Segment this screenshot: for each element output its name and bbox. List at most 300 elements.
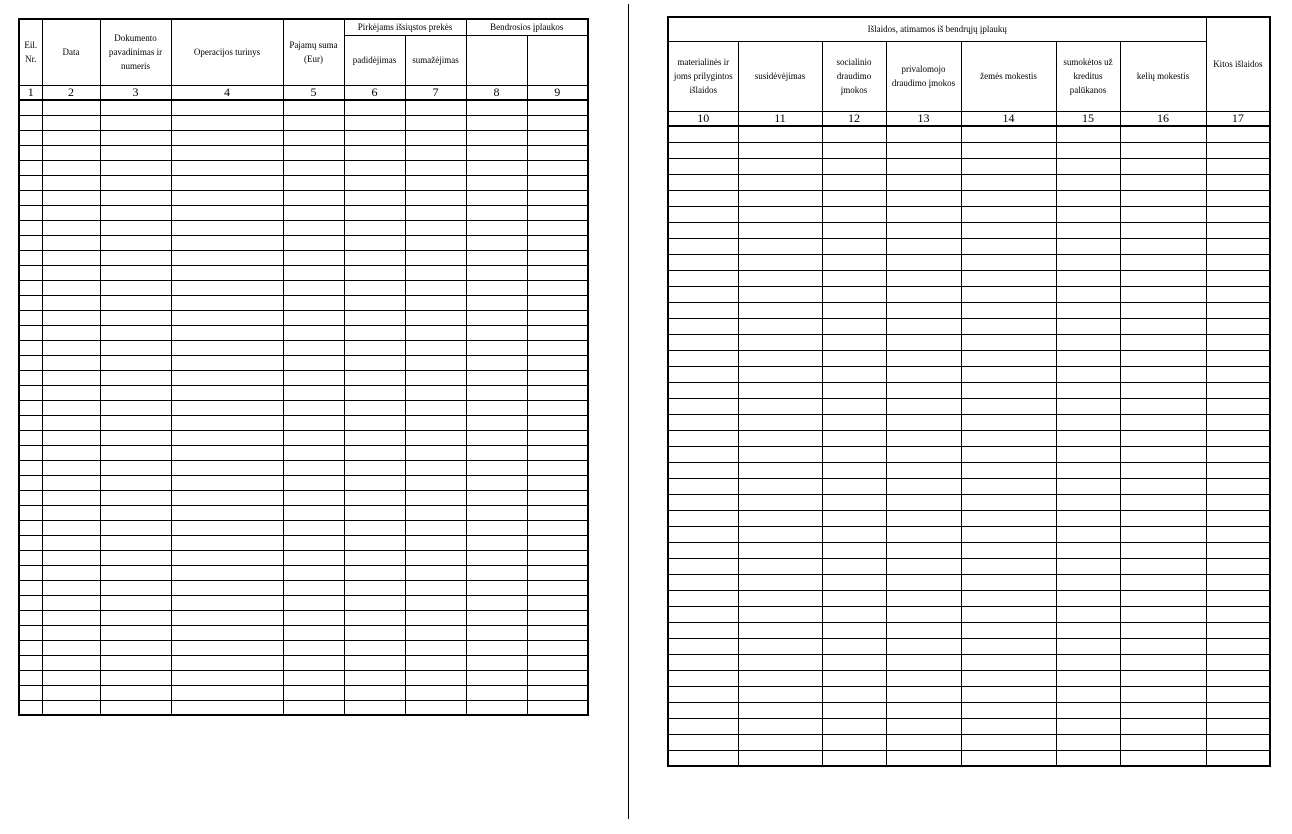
table-cell[interactable] <box>100 475 171 490</box>
table-cell[interactable] <box>822 446 886 462</box>
table-cell[interactable] <box>466 250 527 265</box>
table-cell[interactable] <box>171 655 283 670</box>
table-cell[interactable] <box>466 325 527 340</box>
table-cell[interactable] <box>1120 606 1206 622</box>
table-cell[interactable] <box>19 580 42 595</box>
table-cell[interactable] <box>19 100 42 115</box>
table-cell[interactable] <box>19 610 42 625</box>
table-cell[interactable] <box>1206 318 1270 334</box>
table-cell[interactable] <box>1120 126 1206 142</box>
table-cell[interactable] <box>527 175 588 190</box>
table-cell[interactable] <box>283 175 344 190</box>
table-cell[interactable] <box>668 542 738 558</box>
table-cell[interactable] <box>527 505 588 520</box>
table-cell[interactable] <box>527 655 588 670</box>
table-cell[interactable] <box>961 478 1056 494</box>
table-cell[interactable] <box>100 160 171 175</box>
table-cell[interactable] <box>283 295 344 310</box>
table-cell[interactable] <box>100 610 171 625</box>
table-cell[interactable] <box>344 310 405 325</box>
table-cell[interactable] <box>886 350 961 366</box>
table-cell[interactable] <box>1056 382 1120 398</box>
table-cell[interactable] <box>171 280 283 295</box>
table-cell[interactable] <box>100 235 171 250</box>
table-cell[interactable] <box>738 302 822 318</box>
table-cell[interactable] <box>171 265 283 280</box>
table-cell[interactable] <box>283 520 344 535</box>
table-cell[interactable] <box>1206 590 1270 606</box>
table-cell[interactable] <box>886 382 961 398</box>
table-cell[interactable] <box>822 222 886 238</box>
table-cell[interactable] <box>886 398 961 414</box>
table-cell[interactable] <box>527 235 588 250</box>
table-cell[interactable] <box>822 190 886 206</box>
table-cell[interactable] <box>283 670 344 685</box>
table-cell[interactable] <box>527 550 588 565</box>
table-cell[interactable] <box>283 220 344 235</box>
table-cell[interactable] <box>466 490 527 505</box>
table-cell[interactable] <box>171 310 283 325</box>
table-cell[interactable] <box>19 655 42 670</box>
table-cell[interactable] <box>283 115 344 130</box>
table-cell[interactable] <box>100 490 171 505</box>
table-cell[interactable] <box>822 510 886 526</box>
table-cell[interactable] <box>1206 302 1270 318</box>
table-cell[interactable] <box>738 334 822 350</box>
table-cell[interactable] <box>1056 478 1120 494</box>
table-cell[interactable] <box>886 158 961 174</box>
table-cell[interactable] <box>886 446 961 462</box>
table-cell[interactable] <box>886 254 961 270</box>
table-cell[interactable] <box>171 400 283 415</box>
table-cell[interactable] <box>100 190 171 205</box>
table-cell[interactable] <box>738 670 822 686</box>
table-cell[interactable] <box>1206 334 1270 350</box>
table-cell[interactable] <box>961 222 1056 238</box>
table-cell[interactable] <box>738 638 822 654</box>
table-cell[interactable] <box>738 286 822 302</box>
table-cell[interactable] <box>344 475 405 490</box>
table-cell[interactable] <box>171 355 283 370</box>
table-cell[interactable] <box>527 145 588 160</box>
table-cell[interactable] <box>527 280 588 295</box>
table-cell[interactable] <box>738 270 822 286</box>
table-cell[interactable] <box>822 574 886 590</box>
table-cell[interactable] <box>886 654 961 670</box>
table-cell[interactable] <box>1120 158 1206 174</box>
table-cell[interactable] <box>668 590 738 606</box>
table-cell[interactable] <box>405 400 466 415</box>
table-cell[interactable] <box>668 238 738 254</box>
table-cell[interactable] <box>283 250 344 265</box>
table-cell[interactable] <box>668 606 738 622</box>
table-cell[interactable] <box>171 520 283 535</box>
table-cell[interactable] <box>466 535 527 550</box>
table-cell[interactable] <box>344 520 405 535</box>
table-cell[interactable] <box>668 654 738 670</box>
table-cell[interactable] <box>19 340 42 355</box>
table-cell[interactable] <box>822 302 886 318</box>
table-cell[interactable] <box>961 302 1056 318</box>
table-cell[interactable] <box>1056 686 1120 702</box>
table-cell[interactable] <box>405 235 466 250</box>
table-cell[interactable] <box>466 595 527 610</box>
table-cell[interactable] <box>19 550 42 565</box>
table-cell[interactable] <box>171 160 283 175</box>
table-cell[interactable] <box>344 625 405 640</box>
table-cell[interactable] <box>527 100 588 115</box>
table-cell[interactable] <box>738 174 822 190</box>
table-cell[interactable] <box>100 685 171 700</box>
table-cell[interactable] <box>738 190 822 206</box>
table-cell[interactable] <box>466 505 527 520</box>
table-cell[interactable] <box>19 415 42 430</box>
table-cell[interactable] <box>405 430 466 445</box>
table-cell[interactable] <box>1056 302 1120 318</box>
table-cell[interactable] <box>668 174 738 190</box>
table-cell[interactable] <box>1206 574 1270 590</box>
table-cell[interactable] <box>171 130 283 145</box>
table-cell[interactable] <box>42 190 100 205</box>
table-cell[interactable] <box>171 535 283 550</box>
table-cell[interactable] <box>822 270 886 286</box>
table-cell[interactable] <box>1120 494 1206 510</box>
table-cell[interactable] <box>405 220 466 235</box>
table-cell[interactable] <box>822 430 886 446</box>
table-cell[interactable] <box>1056 622 1120 638</box>
table-cell[interactable] <box>1206 686 1270 702</box>
table-cell[interactable] <box>961 670 1056 686</box>
table-cell[interactable] <box>1120 654 1206 670</box>
table-cell[interactable] <box>405 100 466 115</box>
table-cell[interactable] <box>822 702 886 718</box>
table-cell[interactable] <box>405 655 466 670</box>
table-cell[interactable] <box>961 510 1056 526</box>
table-cell[interactable] <box>344 460 405 475</box>
table-cell[interactable] <box>405 130 466 145</box>
table-cell[interactable] <box>100 415 171 430</box>
table-cell[interactable] <box>668 302 738 318</box>
table-cell[interactable] <box>42 370 100 385</box>
table-cell[interactable] <box>822 462 886 478</box>
table-cell[interactable] <box>1206 446 1270 462</box>
table-cell[interactable] <box>42 400 100 415</box>
table-cell[interactable] <box>1206 510 1270 526</box>
table-cell[interactable] <box>1120 398 1206 414</box>
table-cell[interactable] <box>171 595 283 610</box>
table-cell[interactable] <box>42 280 100 295</box>
table-cell[interactable] <box>822 606 886 622</box>
table-cell[interactable] <box>19 565 42 580</box>
table-cell[interactable] <box>344 415 405 430</box>
table-cell[interactable] <box>1206 414 1270 430</box>
table-cell[interactable] <box>42 640 100 655</box>
table-cell[interactable] <box>738 206 822 222</box>
table-cell[interactable] <box>1206 126 1270 142</box>
table-cell[interactable] <box>1120 526 1206 542</box>
table-cell[interactable] <box>42 550 100 565</box>
table-cell[interactable] <box>1120 718 1206 734</box>
table-cell[interactable] <box>1056 462 1120 478</box>
table-cell[interactable] <box>1206 158 1270 174</box>
table-cell[interactable] <box>100 505 171 520</box>
table-cell[interactable] <box>886 734 961 750</box>
table-cell[interactable] <box>1120 238 1206 254</box>
table-cell[interactable] <box>100 175 171 190</box>
table-cell[interactable] <box>822 590 886 606</box>
table-cell[interactable] <box>668 446 738 462</box>
table-cell[interactable] <box>961 334 1056 350</box>
table-cell[interactable] <box>171 460 283 475</box>
table-cell[interactable] <box>738 686 822 702</box>
table-cell[interactable] <box>1120 254 1206 270</box>
table-cell[interactable] <box>1056 510 1120 526</box>
table-cell[interactable] <box>1120 190 1206 206</box>
table-cell[interactable] <box>1056 526 1120 542</box>
table-cell[interactable] <box>283 190 344 205</box>
table-cell[interactable] <box>1206 654 1270 670</box>
table-cell[interactable] <box>738 574 822 590</box>
table-cell[interactable] <box>283 265 344 280</box>
table-cell[interactable] <box>344 265 405 280</box>
table-cell[interactable] <box>466 280 527 295</box>
table-cell[interactable] <box>1206 526 1270 542</box>
table-cell[interactable] <box>961 206 1056 222</box>
table-cell[interactable] <box>405 670 466 685</box>
table-cell[interactable] <box>886 670 961 686</box>
table-cell[interactable] <box>283 700 344 715</box>
table-cell[interactable] <box>886 318 961 334</box>
table-cell[interactable] <box>1056 350 1120 366</box>
table-cell[interactable] <box>1206 638 1270 654</box>
table-cell[interactable] <box>171 340 283 355</box>
table-cell[interactable] <box>668 734 738 750</box>
table-cell[interactable] <box>171 190 283 205</box>
table-cell[interactable] <box>171 625 283 640</box>
table-cell[interactable] <box>822 158 886 174</box>
table-cell[interactable] <box>405 250 466 265</box>
table-cell[interactable] <box>42 625 100 640</box>
table-cell[interactable] <box>1056 126 1120 142</box>
table-cell[interactable] <box>1206 382 1270 398</box>
table-cell[interactable] <box>42 445 100 460</box>
table-cell[interactable] <box>668 126 738 142</box>
table-cell[interactable] <box>1206 238 1270 254</box>
table-cell[interactable] <box>738 238 822 254</box>
table-cell[interactable] <box>527 340 588 355</box>
table-cell[interactable] <box>19 625 42 640</box>
table-cell[interactable] <box>738 462 822 478</box>
table-cell[interactable] <box>100 640 171 655</box>
table-cell[interactable] <box>886 222 961 238</box>
table-cell[interactable] <box>1056 318 1120 334</box>
table-cell[interactable] <box>738 542 822 558</box>
table-cell[interactable] <box>738 510 822 526</box>
table-cell[interactable] <box>283 640 344 655</box>
table-cell[interactable] <box>466 295 527 310</box>
table-cell[interactable] <box>668 638 738 654</box>
table-cell[interactable] <box>42 325 100 340</box>
table-cell[interactable] <box>100 400 171 415</box>
table-cell[interactable] <box>1120 622 1206 638</box>
table-cell[interactable] <box>283 535 344 550</box>
table-cell[interactable] <box>527 670 588 685</box>
table-cell[interactable] <box>466 655 527 670</box>
table-cell[interactable] <box>886 638 961 654</box>
table-cell[interactable] <box>1120 574 1206 590</box>
table-cell[interactable] <box>1120 702 1206 718</box>
table-cell[interactable] <box>171 640 283 655</box>
table-cell[interactable] <box>961 494 1056 510</box>
table-cell[interactable] <box>19 520 42 535</box>
table-cell[interactable] <box>1206 142 1270 158</box>
table-cell[interactable] <box>1056 414 1120 430</box>
table-cell[interactable] <box>19 220 42 235</box>
table-cell[interactable] <box>100 580 171 595</box>
table-cell[interactable] <box>344 250 405 265</box>
table-cell[interactable] <box>1120 174 1206 190</box>
table-cell[interactable] <box>100 250 171 265</box>
table-cell[interactable] <box>42 130 100 145</box>
table-cell[interactable] <box>171 415 283 430</box>
table-cell[interactable] <box>19 280 42 295</box>
table-cell[interactable] <box>100 340 171 355</box>
table-cell[interactable] <box>668 142 738 158</box>
table-cell[interactable] <box>42 580 100 595</box>
table-cell[interactable] <box>822 638 886 654</box>
table-cell[interactable] <box>668 414 738 430</box>
table-cell[interactable] <box>405 580 466 595</box>
table-cell[interactable] <box>961 414 1056 430</box>
table-cell[interactable] <box>344 550 405 565</box>
table-cell[interactable] <box>886 174 961 190</box>
table-cell[interactable] <box>344 130 405 145</box>
table-cell[interactable] <box>1206 222 1270 238</box>
table-cell[interactable] <box>466 160 527 175</box>
table-cell[interactable] <box>344 655 405 670</box>
table-cell[interactable] <box>100 220 171 235</box>
table-cell[interactable] <box>405 310 466 325</box>
table-cell[interactable] <box>1120 638 1206 654</box>
table-cell[interactable] <box>100 460 171 475</box>
table-cell[interactable] <box>19 430 42 445</box>
table-cell[interactable] <box>822 398 886 414</box>
table-cell[interactable] <box>19 205 42 220</box>
table-cell[interactable] <box>822 718 886 734</box>
table-cell[interactable] <box>466 235 527 250</box>
table-cell[interactable] <box>738 606 822 622</box>
table-cell[interactable] <box>466 475 527 490</box>
table-cell[interactable] <box>42 535 100 550</box>
table-cell[interactable] <box>19 400 42 415</box>
table-cell[interactable] <box>886 590 961 606</box>
table-cell[interactable] <box>738 734 822 750</box>
table-cell[interactable] <box>822 734 886 750</box>
table-cell[interactable] <box>344 355 405 370</box>
table-cell[interactable] <box>42 250 100 265</box>
table-cell[interactable] <box>344 190 405 205</box>
table-cell[interactable] <box>527 310 588 325</box>
table-cell[interactable] <box>405 190 466 205</box>
table-cell[interactable] <box>822 526 886 542</box>
table-cell[interactable] <box>527 565 588 580</box>
table-cell[interactable] <box>1056 606 1120 622</box>
table-cell[interactable] <box>42 160 100 175</box>
table-cell[interactable] <box>527 370 588 385</box>
table-cell[interactable] <box>738 158 822 174</box>
table-cell[interactable] <box>961 718 1056 734</box>
table-cell[interactable] <box>886 686 961 702</box>
table-cell[interactable] <box>1206 702 1270 718</box>
table-cell[interactable] <box>100 445 171 460</box>
table-cell[interactable] <box>1120 366 1206 382</box>
table-cell[interactable] <box>668 270 738 286</box>
table-cell[interactable] <box>1120 446 1206 462</box>
table-cell[interactable] <box>1120 142 1206 158</box>
table-cell[interactable] <box>527 355 588 370</box>
table-cell[interactable] <box>344 100 405 115</box>
table-cell[interactable] <box>668 366 738 382</box>
table-cell[interactable] <box>283 160 344 175</box>
table-cell[interactable] <box>1120 590 1206 606</box>
table-cell[interactable] <box>1206 174 1270 190</box>
table-cell[interactable] <box>405 490 466 505</box>
table-cell[interactable] <box>886 238 961 254</box>
table-cell[interactable] <box>100 535 171 550</box>
table-cell[interactable] <box>344 700 405 715</box>
table-cell[interactable] <box>668 718 738 734</box>
table-cell[interactable] <box>405 265 466 280</box>
table-cell[interactable] <box>668 670 738 686</box>
table-cell[interactable] <box>822 206 886 222</box>
table-cell[interactable] <box>1120 302 1206 318</box>
table-cell[interactable] <box>1056 654 1120 670</box>
table-cell[interactable] <box>822 318 886 334</box>
table-cell[interactable] <box>1056 750 1120 766</box>
table-cell[interactable] <box>668 398 738 414</box>
table-cell[interactable] <box>822 126 886 142</box>
table-cell[interactable] <box>344 490 405 505</box>
table-cell[interactable] <box>886 718 961 734</box>
table-cell[interactable] <box>1056 270 1120 286</box>
table-cell[interactable] <box>1056 590 1120 606</box>
table-cell[interactable] <box>42 475 100 490</box>
table-cell[interactable] <box>42 205 100 220</box>
table-cell[interactable] <box>961 750 1056 766</box>
table-cell[interactable] <box>171 175 283 190</box>
table-cell[interactable] <box>171 295 283 310</box>
table-cell[interactable] <box>1206 462 1270 478</box>
table-cell[interactable] <box>100 310 171 325</box>
table-cell[interactable] <box>42 415 100 430</box>
table-cell[interactable] <box>1206 286 1270 302</box>
table-cell[interactable] <box>283 100 344 115</box>
table-cell[interactable] <box>100 700 171 715</box>
table-cell[interactable] <box>527 400 588 415</box>
table-cell[interactable] <box>42 115 100 130</box>
table-cell[interactable] <box>1056 190 1120 206</box>
table-cell[interactable] <box>961 382 1056 398</box>
table-cell[interactable] <box>738 126 822 142</box>
table-cell[interactable] <box>283 505 344 520</box>
table-cell[interactable] <box>42 355 100 370</box>
table-cell[interactable] <box>171 205 283 220</box>
table-cell[interactable] <box>19 370 42 385</box>
table-cell[interactable] <box>344 535 405 550</box>
table-cell[interactable] <box>1120 206 1206 222</box>
table-cell[interactable] <box>886 190 961 206</box>
table-cell[interactable] <box>668 574 738 590</box>
